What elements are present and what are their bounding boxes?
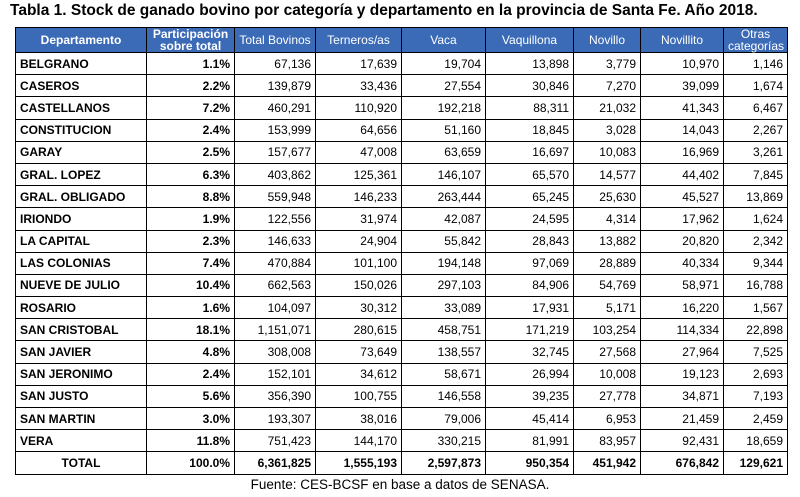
value-cell: 193,307 <box>235 408 316 430</box>
value-cell: 662,563 <box>235 274 316 296</box>
value-cell: 21,459 <box>641 408 724 430</box>
value-cell: 3,028 <box>574 119 641 141</box>
value-cell: 110,920 <box>316 97 402 119</box>
value-cell: 153,999 <box>235 119 316 141</box>
department-name: SAN JAVIER <box>16 341 147 363</box>
table-row <box>16 230 788 252</box>
share-cell: 1.9% <box>147 208 235 230</box>
value-cell: 101,100 <box>316 252 402 274</box>
table-row <box>16 430 788 452</box>
value-cell: 45,527 <box>641 186 724 208</box>
share-cell: 6.3% <box>147 163 235 185</box>
value-cell: 21,032 <box>574 97 641 119</box>
total-cell: 1,555,193 <box>316 452 402 474</box>
value-cell: 146,233 <box>316 186 402 208</box>
value-cell: 40,334 <box>641 252 724 274</box>
value-cell: 19,123 <box>641 363 724 385</box>
department-name: LAS COLONIAS <box>16 252 147 274</box>
table-row <box>16 186 788 208</box>
value-cell: 194,148 <box>402 252 486 274</box>
value-cell: 751,423 <box>235 430 316 452</box>
value-cell: 152,101 <box>235 363 316 385</box>
value-cell: 39,235 <box>486 385 574 407</box>
column-header: Participación sobre total <box>147 28 235 53</box>
department-name: ROSARIO <box>16 297 147 319</box>
value-cell: 330,215 <box>402 430 486 452</box>
value-cell: 7,525 <box>724 341 788 363</box>
table-row <box>16 53 788 75</box>
value-cell: 3,779 <box>574 53 641 75</box>
value-cell: 100,755 <box>316 385 402 407</box>
value-cell: 114,334 <box>641 319 724 341</box>
table-row <box>16 141 788 163</box>
value-cell: 28,843 <box>486 230 574 252</box>
value-cell: 18,659 <box>724 430 788 452</box>
value-cell: 65,570 <box>486 163 574 185</box>
department-name: CASTELLANOS <box>16 97 147 119</box>
department-name: LA CAPITAL <box>16 230 147 252</box>
department-name: SAN CRISTOBAL <box>16 319 147 341</box>
value-cell: 20,820 <box>641 230 724 252</box>
share-cell: 10.4% <box>147 274 235 296</box>
share-cell: 4.8% <box>147 341 235 363</box>
column-header: Novillito <box>641 28 724 53</box>
value-cell: 92,431 <box>641 430 724 452</box>
value-cell: 27,568 <box>574 341 641 363</box>
value-cell: 308,008 <box>235 341 316 363</box>
column-header: Novillo <box>574 28 641 53</box>
table-body <box>16 53 788 452</box>
value-cell: 24,904 <box>316 230 402 252</box>
value-cell: 104,097 <box>235 297 316 319</box>
share-cell: 2.2% <box>147 75 235 97</box>
table-row <box>16 385 788 407</box>
department-name: NUEVE DE JULIO <box>16 274 147 296</box>
value-cell: 10,083 <box>574 141 641 163</box>
value-cell: 146,633 <box>235 230 316 252</box>
value-cell: 30,312 <box>316 297 402 319</box>
value-cell: 13,869 <box>724 186 788 208</box>
value-cell: 139,879 <box>235 75 316 97</box>
value-cell: 30,846 <box>486 75 574 97</box>
share-cell: 11.8% <box>147 430 235 452</box>
total-row <box>16 452 788 474</box>
value-cell: 16,788 <box>724 274 788 296</box>
share-cell: 7.4% <box>147 252 235 274</box>
value-cell: 263,444 <box>402 186 486 208</box>
value-cell: 122,556 <box>235 208 316 230</box>
value-cell: 54,769 <box>574 274 641 296</box>
department-name: IRIONDO <box>16 208 147 230</box>
value-cell: 33,089 <box>402 297 486 319</box>
value-cell: 25,630 <box>574 186 641 208</box>
value-cell: 16,697 <box>486 141 574 163</box>
table-row <box>16 319 788 341</box>
cattle-stock-table <box>15 27 788 475</box>
value-cell: 28,889 <box>574 252 641 274</box>
value-cell: 22,898 <box>724 319 788 341</box>
value-cell: 41,343 <box>641 97 724 119</box>
value-cell: 32,745 <box>486 341 574 363</box>
value-cell: 83,957 <box>574 430 641 452</box>
value-cell: 2,693 <box>724 363 788 385</box>
column-header: Vaca <box>402 28 486 53</box>
department-name: SAN JUSTO <box>16 385 147 407</box>
department-name: SAN MARTIN <box>16 408 147 430</box>
value-cell: 2,267 <box>724 119 788 141</box>
column-header: Vaquillona <box>486 28 574 53</box>
value-cell: 16,220 <box>641 297 724 319</box>
table-row <box>16 163 788 185</box>
total-label: TOTAL <box>16 452 147 474</box>
value-cell: 3,261 <box>724 141 788 163</box>
department-name: CONSTITUCION <box>16 119 147 141</box>
table-row <box>16 119 788 141</box>
value-cell: 81,991 <box>486 430 574 452</box>
value-cell: 17,931 <box>486 297 574 319</box>
table-row <box>16 408 788 430</box>
value-cell: 47,008 <box>316 141 402 163</box>
total-cell: 451,942 <box>574 452 641 474</box>
department-name: CASEROS <box>16 75 147 97</box>
value-cell: 27,964 <box>641 341 724 363</box>
share-cell: 1.1% <box>147 53 235 75</box>
value-cell: 17,639 <box>316 53 402 75</box>
department-name: BELGRANO <box>16 53 147 75</box>
share-cell: 7.2% <box>147 97 235 119</box>
share-cell: 2.3% <box>147 230 235 252</box>
share-cell: 5.6% <box>147 385 235 407</box>
total-cell: 129,621 <box>724 452 788 474</box>
value-cell: 63,659 <box>402 141 486 163</box>
value-cell: 144,170 <box>316 430 402 452</box>
value-cell: 55,842 <box>402 230 486 252</box>
value-cell: 33,436 <box>316 75 402 97</box>
share-cell: 1.6% <box>147 297 235 319</box>
value-cell: 34,871 <box>641 385 724 407</box>
value-cell: 4,314 <box>574 208 641 230</box>
table-header-row <box>16 28 788 53</box>
value-cell: 27,778 <box>574 385 641 407</box>
value-cell: 67,136 <box>235 53 316 75</box>
value-cell: 138,557 <box>402 341 486 363</box>
value-cell: 7,193 <box>724 385 788 407</box>
value-cell: 64,656 <box>316 119 402 141</box>
value-cell: 97,069 <box>486 252 574 274</box>
value-cell: 19,704 <box>402 53 486 75</box>
value-cell: 297,103 <box>402 274 486 296</box>
value-cell: 1,151,071 <box>235 319 316 341</box>
value-cell: 79,006 <box>402 408 486 430</box>
value-cell: 2,342 <box>724 230 788 252</box>
total-cell: 6,361,825 <box>235 452 316 474</box>
value-cell: 14,577 <box>574 163 641 185</box>
value-cell: 559,948 <box>235 186 316 208</box>
value-cell: 125,361 <box>316 163 402 185</box>
value-cell: 157,677 <box>235 141 316 163</box>
value-cell: 1,146 <box>724 53 788 75</box>
value-cell: 39,099 <box>641 75 724 97</box>
value-cell: 65,245 <box>486 186 574 208</box>
department-name: GRAL. LOPEZ <box>16 163 147 185</box>
table-row <box>16 97 788 119</box>
value-cell: 58,971 <box>641 274 724 296</box>
table-row <box>16 363 788 385</box>
share-cell: 2.4% <box>147 119 235 141</box>
column-header: Departamento <box>16 28 147 53</box>
table-row <box>16 252 788 274</box>
value-cell: 458,751 <box>402 319 486 341</box>
value-cell: 6,467 <box>724 97 788 119</box>
total-cell: 676,842 <box>641 452 724 474</box>
value-cell: 18,845 <box>486 119 574 141</box>
value-cell: 6,953 <box>574 408 641 430</box>
table-title: Tabla 1. Stock de ganado bovino por categoría y departamento en la provincia de Santa Fe. Año 2018. <box>10 2 758 19</box>
share-cell: 18.1% <box>147 319 235 341</box>
department-name: VERA <box>16 430 147 452</box>
value-cell: 88,311 <box>486 97 574 119</box>
value-cell: 460,291 <box>235 97 316 119</box>
department-name: GARAY <box>16 141 147 163</box>
table-row <box>16 75 788 97</box>
value-cell: 10,970 <box>641 53 724 75</box>
value-cell: 146,107 <box>402 163 486 185</box>
table-row <box>16 208 788 230</box>
total-cell: 950,354 <box>486 452 574 474</box>
value-cell: 34,612 <box>316 363 402 385</box>
value-cell: 150,026 <box>316 274 402 296</box>
value-cell: 44,402 <box>641 163 724 185</box>
department-name: GRAL. OBLIGADO <box>16 186 147 208</box>
value-cell: 9,344 <box>724 252 788 274</box>
value-cell: 1,674 <box>724 75 788 97</box>
department-name: SAN JERONIMO <box>16 363 147 385</box>
value-cell: 403,862 <box>235 163 316 185</box>
value-cell: 14,043 <box>641 119 724 141</box>
value-cell: 470,884 <box>235 252 316 274</box>
table-row <box>16 341 788 363</box>
value-cell: 17,962 <box>641 208 724 230</box>
value-cell: 24,595 <box>486 208 574 230</box>
value-cell: 5,171 <box>574 297 641 319</box>
share-cell: 2.5% <box>147 141 235 163</box>
value-cell: 58,671 <box>402 363 486 385</box>
source-note: Fuente: CES-BCSF en base a datos de SENASA. <box>250 477 550 492</box>
value-cell: 27,554 <box>402 75 486 97</box>
value-cell: 73,649 <box>316 341 402 363</box>
value-cell: 45,414 <box>486 408 574 430</box>
total-share: 100.0% <box>147 452 235 474</box>
value-cell: 42,087 <box>402 208 486 230</box>
share-cell: 8.8% <box>147 186 235 208</box>
table-row <box>16 297 788 319</box>
table-row <box>16 274 788 296</box>
value-cell: 84,906 <box>486 274 574 296</box>
value-cell: 103,254 <box>574 319 641 341</box>
value-cell: 7,845 <box>724 163 788 185</box>
column-header: Terneros/as <box>316 28 402 53</box>
value-cell: 31,974 <box>316 208 402 230</box>
value-cell: 16,969 <box>641 141 724 163</box>
share-cell: 2.4% <box>147 363 235 385</box>
value-cell: 280,615 <box>316 319 402 341</box>
column-header: Total Bovinos <box>235 28 316 53</box>
value-cell: 38,016 <box>316 408 402 430</box>
value-cell: 26,994 <box>486 363 574 385</box>
value-cell: 7,270 <box>574 75 641 97</box>
value-cell: 51,160 <box>402 119 486 141</box>
total-cell: 2,597,873 <box>402 452 486 474</box>
value-cell: 356,390 <box>235 385 316 407</box>
value-cell: 192,218 <box>402 97 486 119</box>
value-cell: 1,624 <box>724 208 788 230</box>
value-cell: 2,459 <box>724 408 788 430</box>
value-cell: 13,898 <box>486 53 574 75</box>
share-cell: 3.0% <box>147 408 235 430</box>
value-cell: 13,882 <box>574 230 641 252</box>
column-header: Otras categorías <box>724 28 788 53</box>
value-cell: 171,219 <box>486 319 574 341</box>
value-cell: 10,008 <box>574 363 641 385</box>
value-cell: 1,567 <box>724 297 788 319</box>
value-cell: 146,558 <box>402 385 486 407</box>
